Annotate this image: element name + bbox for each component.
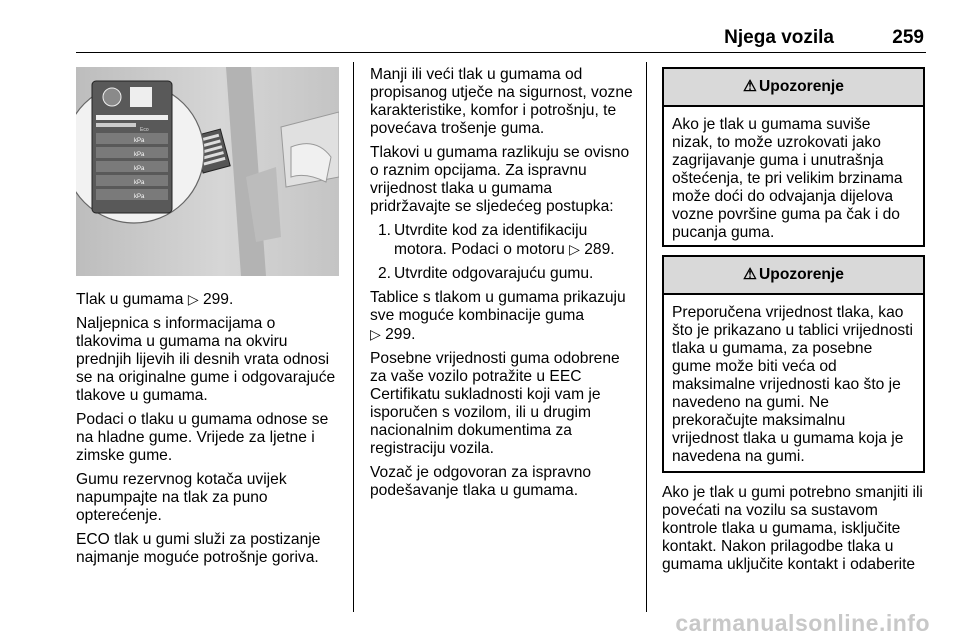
paragraph-eco-pressure: ECO tlak u gumi služi za postizanje najmanje moguće potrošnje goriva. (76, 531, 321, 566)
middle-column (370, 66, 635, 506)
warning-triangle-icon: ⚠ (743, 78, 758, 95)
label-unit-text: kPa (134, 194, 145, 200)
warning-text: Preporučena vrijednost tlaka, kao što je prikazano u tablici vrijednosti tlaka u gumama, za posebne gume može biti veća od maksimalne vrijednosti kao što je navedeno na gumi. Ne prekoračujte maksimalnu vrijednost tlaka u gumama koja je navedena na gumi. (672, 304, 913, 465)
paragraph-label-info: Naljepnica s informacijama o tlakovima u gumama na okviru prednjih lijevih ili desnih vrata odnosi se na originalne gume i odgovarajuće tlakove u gumama. (76, 315, 336, 404)
paragraph-cold-tires: Podaci o tlaku u gumama odnose se na hladne gume. Vrijede za ljetne i zimske gume. (76, 411, 329, 464)
label-unit-text: kPa (134, 180, 145, 186)
page-header (76, 12, 926, 53)
page-reference-icon: ▷ (569, 241, 580, 257)
label-unit-text: kPa (134, 152, 145, 158)
warning-text: Ako je tlak u gumama suviše nizak, to može uzrokovati jako zagrijavanje guma i unutrašnja oštećenja, te pri velikim brzinama može doći do odvajanja dijelova vozne površine guma pa čak i do pucanja guma. (672, 116, 903, 241)
door-frame-drawing (76, 67, 339, 276)
warning-triangle-icon: ⚠ (743, 266, 758, 283)
list-item: 1. Utvrdite kod za identifikaciju motora. Podaci o motoru ▷ 289. (378, 222, 615, 258)
column-divider (353, 62, 354, 612)
column-divider (646, 62, 647, 612)
paragraph-spare-wheel: Gumu rezervnog kotača uvijek napumpajte na tlak za puno opterećenje. (76, 471, 287, 524)
page-number: 259 (892, 27, 924, 48)
page-reference-icon: ▷ (187, 291, 199, 307)
right-column-text (662, 484, 927, 580)
paragraph-pressure-effects: Manji ili veći tlak u gumama od propisanog utječe na sigurnost, vozne karakteristike, komfor i potrošnju, te povećava trošenje guma. (370, 66, 633, 137)
label-unit-text: kPa (134, 138, 145, 144)
list-item: 2. Utvrdite odgovarajuću gumu. (378, 265, 594, 282)
watermark: carmanualsonline.info (675, 610, 930, 636)
warning-heading: ⚠ Upozorenje (664, 257, 923, 295)
label-unit-text: kPa (134, 166, 145, 172)
label-eco-text: Eco (140, 127, 149, 133)
warning-box (662, 255, 925, 473)
page-reference-icon: ▷ (370, 326, 381, 342)
warning-heading: ⚠ Upozorenje (664, 69, 923, 107)
paragraph-eec-certificate: Posebne vrijednosti guma odobrene za vaše vozilo potražite u EEC Certifikatu sukladnosti koji vam je isporučen s vozilom, ili u drugim nacionalnim dokumentima za registraciju vozila. (370, 350, 620, 457)
page-title: Njega vozila (724, 27, 834, 48)
left-column (76, 290, 342, 573)
procedure-steps (370, 222, 635, 283)
page-link-289[interactable]: 289. (584, 241, 615, 258)
warning-box (662, 67, 925, 247)
paragraph-tpms-adjust: Ako je tlak u gumi potrebno smanjiti ili povećati na vozilu sa sustavom kontrole tlaka u gumama, isključite kontakt. Nakon prilagodbe tlaka u gumama uključite kontakt i odaberite (662, 484, 923, 573)
page-link-299[interactable]: 299. (202, 291, 234, 308)
ref-tire-pressure: Tlak u gumama ▷ 299. (76, 291, 234, 308)
paragraph-tables: Tablice s tlakom u gumama prikazuju sve moguće kombinacije guma ▷ 299. (370, 289, 626, 343)
paragraph-driver-responsibility: Vozač je odgovoran za ispravno podešavanje tlaka u gumama. (370, 464, 592, 499)
page-link-299[interactable]: 299. (385, 326, 416, 343)
tire-pressure-label-illustration (76, 67, 339, 276)
paragraph-options: Tlakovi u gumama razlikuju se ovisno o raznim opcijama. Za ispravnu vrijednost tlaka u gumama pridržavajte se sljedećeg postupka: (370, 144, 630, 215)
